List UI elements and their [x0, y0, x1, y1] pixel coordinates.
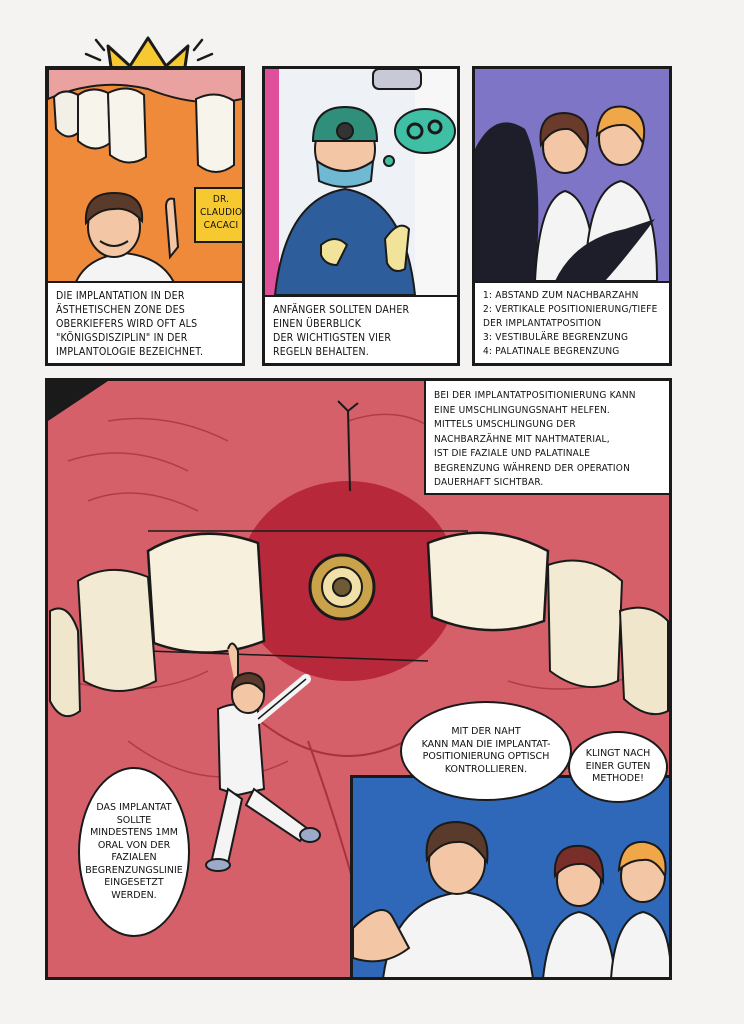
caption-line: 2: VERTIKALE POSITIONIERUNG/TIEFE	[483, 304, 658, 315]
caption-line: MITTELS UMSCHLINGUNG DER	[434, 419, 576, 430]
bubble-line: SOLLTE	[116, 814, 152, 826]
caption-line: IST DIE FAZIALE UND PALATINALE	[434, 448, 591, 459]
bubble-line: ORAL VON DER	[97, 839, 171, 851]
bubble-line: EINGESETZT	[104, 877, 164, 888]
bubble-line: WERDEN.	[111, 889, 157, 901]
caption-line: "KÖNIGSDISZIPLIN" IN DER	[56, 332, 188, 344]
bubble-line: MINDESTENS 1MM	[90, 827, 178, 838]
panel-1	[45, 66, 245, 366]
speech-bubble-right	[568, 731, 668, 803]
name-tag-line: CACACI	[203, 220, 239, 231]
bubble-line: KONTROLLIEREN.	[444, 763, 528, 775]
panel-2	[262, 66, 460, 366]
caption-line: BEI DER IMPLANTATPOSITIONIERUNG KANN	[434, 390, 636, 401]
caption-line: DER WICHTIGSTEN VIER	[273, 332, 392, 344]
bubble-line: BEGRENZUNGSLINIE	[85, 864, 183, 876]
caption-line: DAUERHAFT SICHTBAR.	[434, 477, 544, 488]
caption-line: NACHBARZÄHNE MIT NAHTMATERIAL,	[434, 433, 610, 445]
speech-bubble-left	[78, 767, 190, 937]
panel-4	[45, 378, 672, 980]
caption-line: OBERKIEFERS WIRD OFT ALS	[56, 318, 198, 330]
bubble-line: DAS IMPLANTAT	[96, 802, 172, 813]
three-dentists-illustration	[353, 778, 671, 979]
bubble-line: KANN MAN DIE IMPLANTAT-	[421, 738, 551, 750]
caption-line: IMPLANTOLOGIE BEZEICHNET.	[56, 346, 204, 358]
panel-3-caption	[475, 281, 669, 363]
caption-line: DER IMPLANTATPOSITION	[483, 318, 602, 329]
caption-line: ANFÄNGER SOLLTEN DAHER	[273, 304, 410, 316]
bubble-line: FAZIALEN	[111, 852, 157, 863]
name-tag	[194, 187, 245, 243]
surgeon-illustration	[265, 69, 457, 295]
panel-2-caption	[265, 295, 457, 363]
caption-line: BEGRENZUNG WÄHREND DER OPERATION	[434, 462, 630, 474]
bubble-line: POSITIONIERUNG OPTISCH	[422, 751, 550, 762]
caption-line: EINEN ÜBERBLICK	[273, 318, 362, 330]
caption-line: ÄSTHETISCHEN ZONE DES	[56, 304, 185, 316]
assistants-illustration	[475, 69, 669, 281]
caption-line: 3: VESTIBULÄRE BEGRENZUNG	[483, 332, 629, 343]
panel-3	[472, 66, 672, 366]
name-tag-line: CLAUDIO	[200, 207, 243, 218]
panel-1-caption	[48, 281, 242, 363]
bubble-line: KLINGT NACH	[585, 748, 651, 760]
caption-line: 4: PALATINALE BEGRENZUNG	[483, 346, 620, 357]
teeth-illustration	[48, 69, 242, 189]
caption-line: EINE UMSCHLINGUNGSNAHT HELFEN.	[434, 404, 610, 416]
bubble-line: METHODE!	[592, 773, 644, 785]
climbing-doctor-figure	[198, 639, 338, 879]
caption-line: 1: ABSTAND ZUM NACHBARZAHN	[483, 290, 639, 301]
speech-bubble-middle	[400, 701, 572, 801]
panel-4-caption	[424, 381, 669, 495]
doctor-figure	[54, 187, 204, 287]
caption-line: DIE IMPLANTATION IN DER	[56, 290, 185, 302]
caption-line: REGELN BEHALTEN.	[273, 346, 369, 358]
bubble-line: EINER GUTEN	[585, 760, 651, 772]
panel-4-inset	[350, 775, 671, 979]
name-tag-line: DR.	[212, 194, 230, 205]
bubble-line: MIT DER NAHT	[451, 726, 521, 737]
